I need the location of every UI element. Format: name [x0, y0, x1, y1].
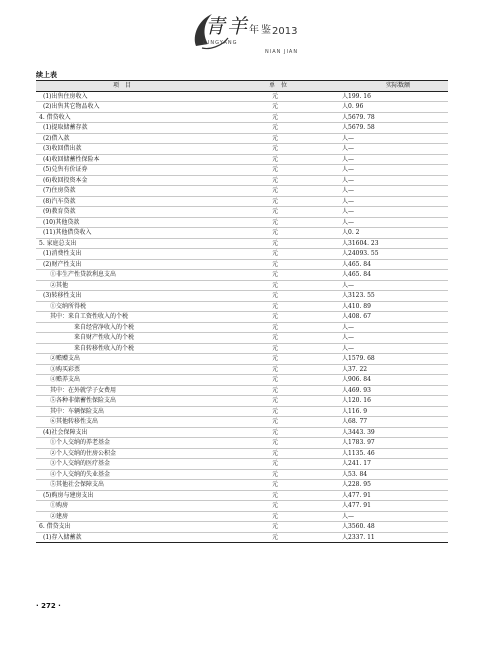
- row-unit-yuan: 元: [208, 301, 278, 312]
- table-row: [36, 291, 448, 302]
- row-item-label: ②赡赠支出: [36, 354, 208, 365]
- row-unit-yuan: 元: [208, 175, 278, 186]
- row-value: —: [348, 133, 448, 144]
- row-value: 241. 17: [348, 459, 448, 470]
- row-item-label: (11)其他借贷收入: [36, 228, 208, 239]
- row-unit-person: 人: [278, 417, 348, 428]
- row-unit-person: 人: [278, 144, 348, 155]
- row-unit-person: 人: [278, 186, 348, 197]
- row-unit-person: 人: [278, 343, 348, 354]
- table-row: [36, 238, 448, 249]
- row-unit-yuan: 元: [208, 417, 278, 428]
- table-row: [36, 175, 448, 186]
- row-unit-person: 人: [278, 511, 348, 522]
- table-row: [36, 511, 448, 522]
- row-value: —: [348, 165, 448, 176]
- row-unit-person: 人: [278, 301, 348, 312]
- row-item-label: ②个人交纳的住房公积金: [36, 448, 208, 459]
- row-unit-yuan: 元: [208, 406, 278, 417]
- row-unit-person: 人: [278, 217, 348, 228]
- row-unit-person: 人: [278, 102, 348, 113]
- header-unit: 单 位: [208, 81, 348, 92]
- row-item-label: (4)社会保障支出: [36, 427, 208, 438]
- row-value: 1135. 46: [348, 448, 448, 459]
- table-row: [36, 406, 448, 417]
- row-unit-person: 人: [278, 448, 348, 459]
- row-unit-person: 人: [278, 133, 348, 144]
- table-row: [36, 417, 448, 428]
- row-value: 465. 84: [348, 270, 448, 281]
- row-value: —: [348, 511, 448, 522]
- row-unit-yuan: 元: [208, 385, 278, 396]
- row-unit-yuan: 元: [208, 448, 278, 459]
- row-item-label: (2)出售其它物品收入: [36, 102, 208, 113]
- row-item-label: 5. 家庭总支出: [36, 238, 208, 249]
- row-unit-yuan: 元: [208, 427, 278, 438]
- row-unit-yuan: 元: [208, 522, 278, 533]
- row-unit-yuan: 元: [208, 238, 278, 249]
- row-unit-person: 人: [278, 291, 348, 302]
- row-value: 5679. 58: [348, 123, 448, 134]
- row-unit-yuan: 元: [208, 249, 278, 260]
- row-unit-yuan: 元: [208, 144, 278, 155]
- table-row: [36, 385, 448, 396]
- row-item-label: (10)其他贷款: [36, 217, 208, 228]
- row-unit-yuan: 元: [208, 490, 278, 501]
- logo-title: 青羊年鉴: [205, 14, 273, 38]
- row-unit-person: 人: [278, 406, 348, 417]
- table-row: [36, 228, 448, 239]
- row-value: 3443. 39: [348, 427, 448, 438]
- row-value: 408. 67: [348, 312, 448, 323]
- row-unit-yuan: 元: [208, 207, 278, 218]
- row-value: —: [348, 322, 448, 333]
- row-item-label: (1)消费性支出: [36, 249, 208, 260]
- header-value: 实际数额: [348, 81, 448, 92]
- row-item-label: (1)提取储蓄存款: [36, 123, 208, 134]
- row-value: 37. 22: [348, 364, 448, 375]
- row-item-label: (2)借入款: [36, 133, 208, 144]
- row-unit-yuan: 元: [208, 291, 278, 302]
- row-unit-person: 人: [278, 396, 348, 407]
- row-value: 199. 16: [348, 91, 448, 102]
- row-unit-person: 人: [278, 490, 348, 501]
- row-unit-person: 人: [278, 480, 348, 491]
- row-unit-yuan: 元: [208, 165, 278, 176]
- row-value: 906. 84: [348, 375, 448, 386]
- row-unit-person: 人: [278, 259, 348, 270]
- row-value: 120. 16: [348, 396, 448, 407]
- row-unit-person: 人: [278, 228, 348, 239]
- logo-pinyin-2: NIAN JIAN: [265, 49, 299, 55]
- row-item-label: (1)出售住房收入: [36, 91, 208, 102]
- row-value: —: [348, 186, 448, 197]
- row-value: 53. 84: [348, 469, 448, 480]
- row-item-label: (7)住房贷款: [36, 186, 208, 197]
- row-item-label: 6. 借贷支出: [36, 522, 208, 533]
- row-value: 5679. 78: [348, 112, 448, 123]
- row-unit-yuan: 元: [208, 375, 278, 386]
- row-item-label: ③购买彩票: [36, 364, 208, 375]
- row-value: 31604. 23: [348, 238, 448, 249]
- row-item-label: (1)存入储蓄款: [36, 532, 208, 543]
- row-item-label: (3)收回借出款: [36, 144, 208, 155]
- row-unit-person: 人: [278, 354, 348, 365]
- row-value: 3560. 48: [348, 522, 448, 533]
- row-unit-yuan: 元: [208, 123, 278, 134]
- table-row: [36, 322, 448, 333]
- row-value: 228. 95: [348, 480, 448, 491]
- row-unit-yuan: 元: [208, 511, 278, 522]
- table-row: [36, 448, 448, 459]
- table-row: [36, 196, 448, 207]
- row-item-label: 来自转移性收入的个税: [36, 343, 208, 354]
- row-item-label: 其中：在外就学子女费用: [36, 385, 208, 396]
- row-value: —: [348, 333, 448, 344]
- row-item-label: 4. 借贷收入: [36, 112, 208, 123]
- row-unit-person: 人: [278, 375, 348, 386]
- row-unit-yuan: 元: [208, 217, 278, 228]
- row-item-label: ⑤其他社会保障支出: [36, 480, 208, 491]
- row-unit-yuan: 元: [208, 501, 278, 512]
- page-header: [0, 0, 480, 62]
- table-row: [36, 469, 448, 480]
- row-unit-yuan: 元: [208, 196, 278, 207]
- table-row: [36, 280, 448, 291]
- table-row: [36, 375, 448, 386]
- row-unit-person: 人: [278, 532, 348, 543]
- table-row: [36, 133, 448, 144]
- header-item: 项 目: [36, 81, 208, 92]
- row-item-label: 来自经营净收入的个税: [36, 322, 208, 333]
- row-unit-person: 人: [278, 469, 348, 480]
- row-unit-yuan: 元: [208, 354, 278, 365]
- row-value: 68. 77: [348, 417, 448, 428]
- row-unit-person: 人: [278, 270, 348, 281]
- table-row: [36, 102, 448, 113]
- row-value: —: [348, 175, 448, 186]
- table-row: [36, 501, 448, 512]
- row-value: —: [348, 217, 448, 228]
- row-unit-yuan: 元: [208, 480, 278, 491]
- row-unit-person: 人: [278, 123, 348, 134]
- row-unit-person: 人: [278, 207, 348, 218]
- table-row: [36, 396, 448, 407]
- table-row: [36, 438, 448, 449]
- row-unit-person: 人: [278, 501, 348, 512]
- table-header-row: [36, 81, 448, 92]
- row-unit-yuan: 元: [208, 312, 278, 323]
- row-item-label: ①个人交纳的养老基金: [36, 438, 208, 449]
- row-unit-yuan: 元: [208, 364, 278, 375]
- row-unit-person: 人: [278, 238, 348, 249]
- row-value: 477. 91: [348, 501, 448, 512]
- row-unit-yuan: 元: [208, 280, 278, 291]
- row-unit-yuan: 元: [208, 154, 278, 165]
- row-unit-person: 人: [278, 91, 348, 102]
- row-item-label: ②建房: [36, 511, 208, 522]
- table-row: [36, 259, 448, 270]
- row-unit-person: 人: [278, 196, 348, 207]
- table-row: [36, 364, 448, 375]
- row-item-label: (8)汽车贷款: [36, 196, 208, 207]
- row-item-label: (9)教育贷款: [36, 207, 208, 218]
- statistics-table: [36, 80, 448, 543]
- row-value: 1579. 68: [348, 354, 448, 365]
- row-value: 0. 96: [348, 102, 448, 113]
- row-item-label: ④赡养支出: [36, 375, 208, 386]
- table-row: [36, 270, 448, 281]
- row-item-label: (3)转移性支出: [36, 291, 208, 302]
- row-unit-person: 人: [278, 459, 348, 470]
- row-unit-person: 人: [278, 175, 348, 186]
- table-row: [36, 343, 448, 354]
- row-unit-yuan: 元: [208, 133, 278, 144]
- row-item-label: ①非生产性贷款利息支出: [36, 270, 208, 281]
- page-number: · 272 ·: [36, 602, 61, 610]
- row-item-label: ①购房: [36, 501, 208, 512]
- row-item-label: ⑤各种非储蓄性保险支出: [36, 396, 208, 407]
- row-value: —: [348, 144, 448, 155]
- row-value: 477. 91: [348, 490, 448, 501]
- row-value: —: [348, 207, 448, 218]
- row-value: —: [348, 343, 448, 354]
- row-unit-person: 人: [278, 333, 348, 344]
- table-row: [36, 249, 448, 260]
- table-row: [36, 165, 448, 176]
- row-item-label: 其中：来自工资性收入的个税: [36, 312, 208, 323]
- row-item-label: 其中：车辆保险支出: [36, 406, 208, 417]
- table-row: [36, 522, 448, 533]
- row-unit-person: 人: [278, 522, 348, 533]
- row-unit-person: 人: [278, 385, 348, 396]
- row-unit-person: 人: [278, 364, 348, 375]
- row-item-label: 来自财产性收入的个税: [36, 333, 208, 344]
- table-row: [36, 480, 448, 491]
- row-unit-yuan: 元: [208, 396, 278, 407]
- row-value: 116. 9: [348, 406, 448, 417]
- row-value: 24093. 55: [348, 249, 448, 260]
- row-unit-person: 人: [278, 249, 348, 260]
- row-item-label: (2)财产性支出: [36, 259, 208, 270]
- table-row: [36, 459, 448, 470]
- row-value: 3123. 55: [348, 291, 448, 302]
- row-value: —: [348, 280, 448, 291]
- table-row: [36, 91, 448, 102]
- row-unit-person: 人: [278, 112, 348, 123]
- table-row: [36, 112, 448, 123]
- table-row: [36, 144, 448, 155]
- row-item-label: (5)兑售有价证券: [36, 165, 208, 176]
- row-unit-person: 人: [278, 427, 348, 438]
- table-row: [36, 301, 448, 312]
- row-unit-yuan: 元: [208, 322, 278, 333]
- row-value: —: [348, 196, 448, 207]
- row-unit-yuan: 元: [208, 102, 278, 113]
- row-item-label: (5)购房与建房支出: [36, 490, 208, 501]
- table-row: [36, 207, 448, 218]
- row-unit-yuan: 元: [208, 228, 278, 239]
- table-row: [36, 333, 448, 344]
- table-row: [36, 154, 448, 165]
- row-item-label: (4)收回储蓄性保险本: [36, 154, 208, 165]
- table-row: [36, 123, 448, 134]
- row-unit-yuan: 元: [208, 259, 278, 270]
- row-unit-person: 人: [278, 165, 348, 176]
- table-row: [36, 490, 448, 501]
- row-unit-person: 人: [278, 322, 348, 333]
- row-value: 465. 84: [348, 259, 448, 270]
- logo-pinyin-1: QINGYANG: [203, 40, 238, 46]
- row-value: 1783. 97: [348, 438, 448, 449]
- row-unit-yuan: 元: [208, 186, 278, 197]
- row-value: 2337. 11: [348, 532, 448, 543]
- table-row: [36, 312, 448, 323]
- row-item-label: ④个人交纳的失业基金: [36, 469, 208, 480]
- row-unit-person: 人: [278, 312, 348, 323]
- row-unit-yuan: 元: [208, 438, 278, 449]
- row-unit-yuan: 元: [208, 112, 278, 123]
- row-unit-person: 人: [278, 280, 348, 291]
- table-row: [36, 354, 448, 365]
- row-value: 469. 93: [348, 385, 448, 396]
- row-unit-yuan: 元: [208, 343, 278, 354]
- table-row: [36, 427, 448, 438]
- row-unit-yuan: 元: [208, 532, 278, 543]
- row-unit-person: 人: [278, 154, 348, 165]
- table-row: [36, 217, 448, 228]
- row-item-label: ⑥其他转移性支出: [36, 417, 208, 428]
- table-caption: 续上表: [36, 71, 57, 79]
- row-unit-yuan: 元: [208, 469, 278, 480]
- row-item-label: (6)收回投资本金: [36, 175, 208, 186]
- table-row: [36, 186, 448, 197]
- row-item-label: ③个人交纳的医疗基金: [36, 459, 208, 470]
- row-unit-yuan: 元: [208, 270, 278, 281]
- row-value: 0. 2: [348, 228, 448, 239]
- row-unit-yuan: 元: [208, 333, 278, 344]
- row-value: —: [348, 154, 448, 165]
- row-item-label: ①交纳所得税: [36, 301, 208, 312]
- row-value: 410. 89: [348, 301, 448, 312]
- logo-year: 2013: [272, 26, 298, 37]
- row-unit-yuan: 元: [208, 459, 278, 470]
- table-row: [36, 532, 448, 543]
- row-item-label: ②其他: [36, 280, 208, 291]
- row-unit-yuan: 元: [208, 91, 278, 102]
- row-unit-person: 人: [278, 438, 348, 449]
